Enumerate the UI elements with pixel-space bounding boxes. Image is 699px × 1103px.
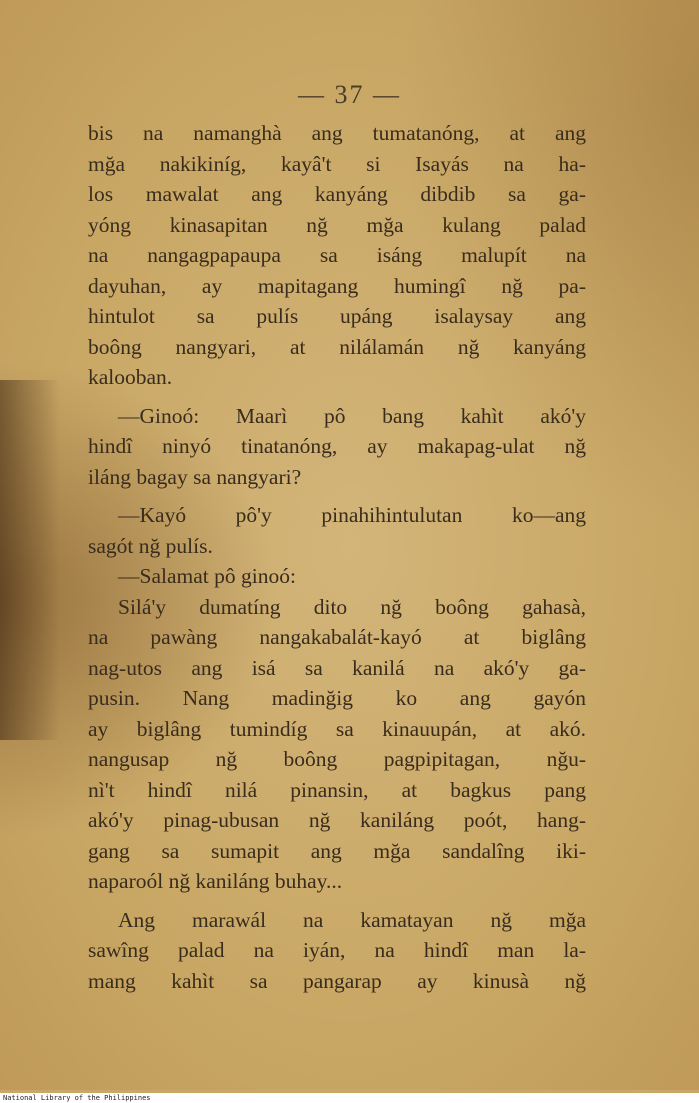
text-line: los mawalat ang kanyáng dibdib sa ga- [88, 182, 586, 206]
text-line: —Ginoó: Maarì pô bang kahìt akó'y [118, 403, 586, 428]
body-text [88, 118, 586, 996]
text-line: na pawàng nangakabalát-kayó at biglâng [88, 625, 586, 649]
text-line: —Salamat pô ginoó: [118, 564, 296, 588]
paragraph-2 [88, 401, 586, 493]
text-line: naparoól nğ kaniláng buhay... [88, 869, 343, 893]
text-line: nangusap nğ boông pagpipitagan, nğu- [88, 747, 586, 771]
page-number: — 37 — [298, 80, 401, 109]
text-line: mğa nakikiníg, kayâ't si Isayás na ha- [88, 151, 586, 176]
text-line: hintulot sa pulís upáng isalaysay ang [88, 304, 586, 328]
text-line: iláng bagay sa nangyari? [88, 464, 302, 489]
text-line: dayuhan, ay mapitagang humingî nğ pa- [88, 273, 586, 298]
text-line: hindî ninyó tinatanóng, ay makapag-ulat nğ [88, 434, 586, 458]
text-line: nì't hindî nilá pinansin, at bagkus pang [88, 777, 586, 802]
paragraph-6 [88, 905, 586, 997]
text-line: pusin. Nang madinğig ko ang gayón [88, 686, 586, 710]
text-line: ay biglâng tumindíg sa kinauupán, at akó. [88, 716, 586, 741]
text-line: mang kahìt sa pangarap ay kinusà nğ [88, 968, 586, 993]
text-line: nag-utos ang isá sa kanilá na akó'y ga- [88, 655, 586, 680]
text-line: sawîng palad na iyán, na hindî man la- [88, 938, 586, 962]
text-line: Ang marawál na kamatayan nğ mğa [118, 907, 586, 932]
footer-credit: National Library of the Philippines [3, 1094, 151, 1102]
text-line: —Kayó pô'y pinahihintulutan ko—ang [118, 503, 586, 527]
text-line: boông nangyari, at nilálamán nğ kanyáng [88, 334, 586, 359]
text-line: bis na namanghà ang tumatanóng, at ang [88, 121, 586, 145]
paragraph-5 [88, 592, 586, 897]
paragraph-4 [88, 561, 586, 592]
text-line: yóng kinasapitan nğ mğa kulang palad [88, 212, 586, 237]
text-line: na nangagpapaupa sa isáng malupít na [88, 243, 586, 267]
text-line: sagót nğ pulís. [88, 533, 213, 558]
footer-bar [0, 1093, 699, 1103]
text-line: gang sa sumapit ang mğa sandalîng iki- [88, 838, 586, 863]
paragraph-3 [88, 500, 586, 561]
page-stain [0, 380, 60, 740]
text-line: akó'y pinag-ubusan nğ kaniláng poót, hang- [88, 808, 586, 832]
text-line: Silá'y dumatíng dito nğ boông gahasà, [118, 594, 586, 619]
text-line: kalooban. [88, 365, 173, 389]
paragraph-1 [88, 118, 586, 393]
